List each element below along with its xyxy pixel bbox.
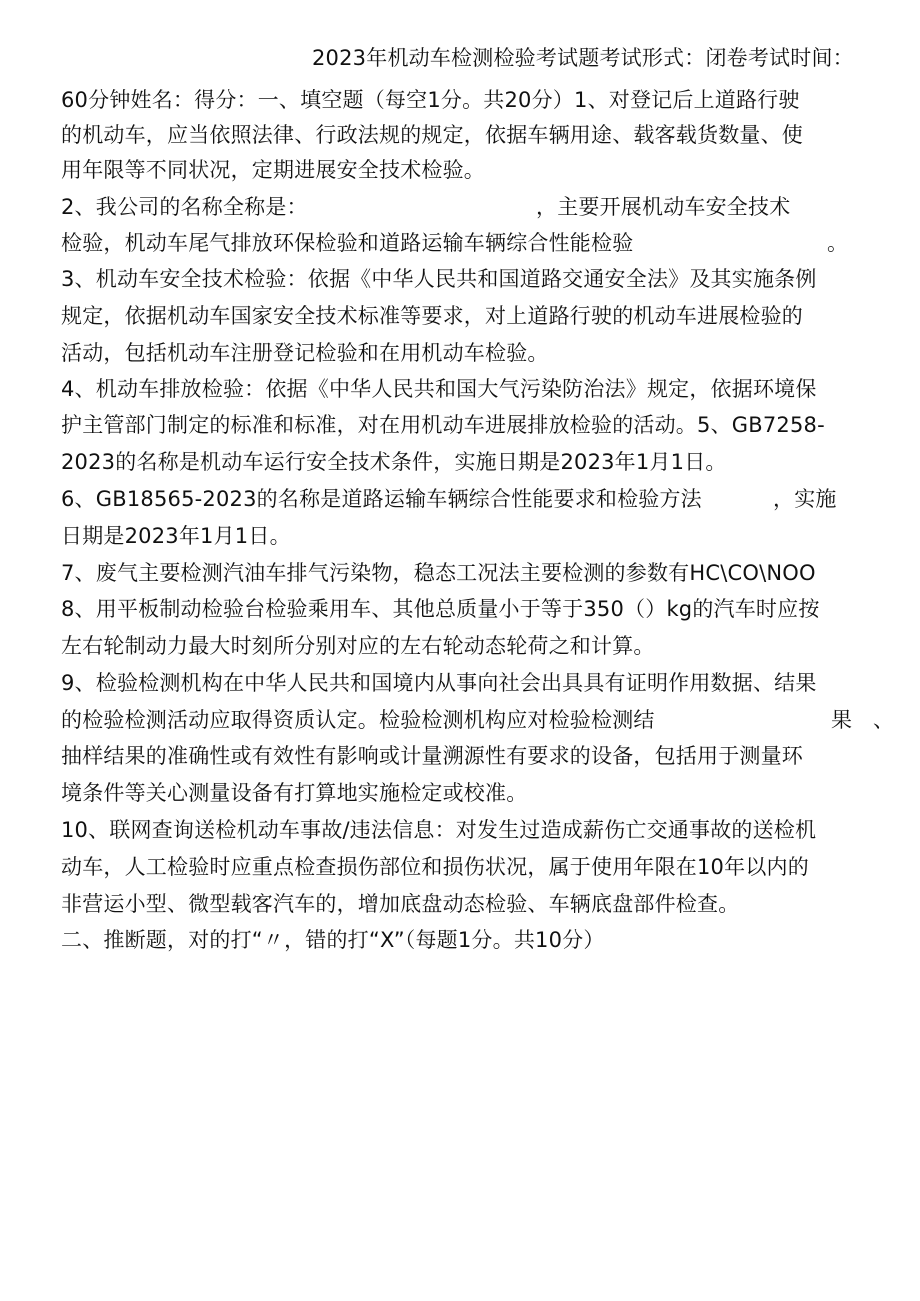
line-text: 的机动车，应当依照法律、行政法规的规定，依据车辆用途、载客载货数量、使 [61, 123, 803, 147]
line-text: 60分钟姓名：得分：一、填空题（每空1分。共20分）1、对登记后上道路行驶 [61, 88, 800, 112]
line-text: 7、废气主要检测汽油车排气污染物，稳态工况法主要检测的参数有HC\CO\NOO [61, 561, 816, 585]
line-text: 8、用平板制动检验台检验乘用车、其他总质量小于等于350（）kg的汽车时应按 [61, 597, 820, 621]
line-text: 左右轮制动力最大时刻所分别对应的左右轮动态轮荷之和计算。 [61, 634, 655, 658]
question-2-suffix: ，主要开展机动车安全技术 [536, 195, 791, 219]
line-text: 10、联网查询送检机动车事故/违法信息：对发生过造成薪伤亡交通事故的送检机 [61, 818, 817, 842]
line-text: 动车，人工检验时应重点检查损伤部位和损伤状况，属于使用年限在10年以内的 [61, 855, 809, 879]
line-punctuation: 、 [873, 708, 895, 732]
line-text: 非营运小型、微型载客汽车的，增加底盘动态检验、车辆底盘部件检查。 [61, 892, 740, 916]
question-2-prefix: 2、我公司的名称全称是： [61, 195, 308, 219]
line-text: 规定，依据机动车国家安全技术标准等要求，对上道路行驶的机动车进展检验的 [61, 304, 803, 328]
line-text: 护主管部门制定的标准和标准，对在用机动车进展排放检验的活动。5、GB7258- [61, 413, 825, 437]
line-text: 检验，机动车尾气排放环保检验和道路运输车辆综合性能检验 [61, 231, 634, 255]
line-text: 4、机动车排放检验：依据《中华人民共和国大气污染防治法》规定，依据环境保 [61, 377, 817, 401]
line-text: 活动，包括机动车注册登记检验和在用机动车检验。 [61, 341, 549, 365]
line-text: 的检验检测活动应取得资质认定。检验检测机构应对检验检测结 [61, 708, 655, 732]
line-text: 6、GB18565-2023的名称是道路运输车辆综合性能要求和检验方法 [61, 487, 702, 511]
line-text: 用年限等不同状况，定期进展安全技术检验。 [61, 158, 485, 182]
line-text: 境条件等关心测量设备有打算地实施检定或校准。 [61, 781, 528, 805]
line-text: 2023的名称是机动车运行安全技术条件，实施日期是2023年1月1日。 [61, 450, 727, 474]
line-text: 9、检验检测机构在中华人民共和国境内从事向社会出具具有证明作用数据、结果 [61, 671, 817, 695]
line-text: 3、机动车安全技术检验：依据《中华人民共和国道路交通安全法》及其实施条例 [61, 267, 817, 291]
title-text: 2023年机动车检测检验考试题考试形式：闭卷考试时间： [312, 46, 854, 70]
question-6-suffix: ，实施 [773, 487, 837, 511]
line-text: 抽样结果的准确性或有效性有影响或计量溯源性有要求的设备，包括用于测量环 [61, 744, 803, 768]
section-heading-text: 二、推断题，对的打“〃，错的打“X”（每题1分。共10分） [61, 928, 605, 952]
line-text: 日期是2023年1月1日。 [61, 524, 291, 548]
line-end-mark: 。 [827, 231, 849, 255]
line-text-end: 果 [831, 708, 853, 732]
